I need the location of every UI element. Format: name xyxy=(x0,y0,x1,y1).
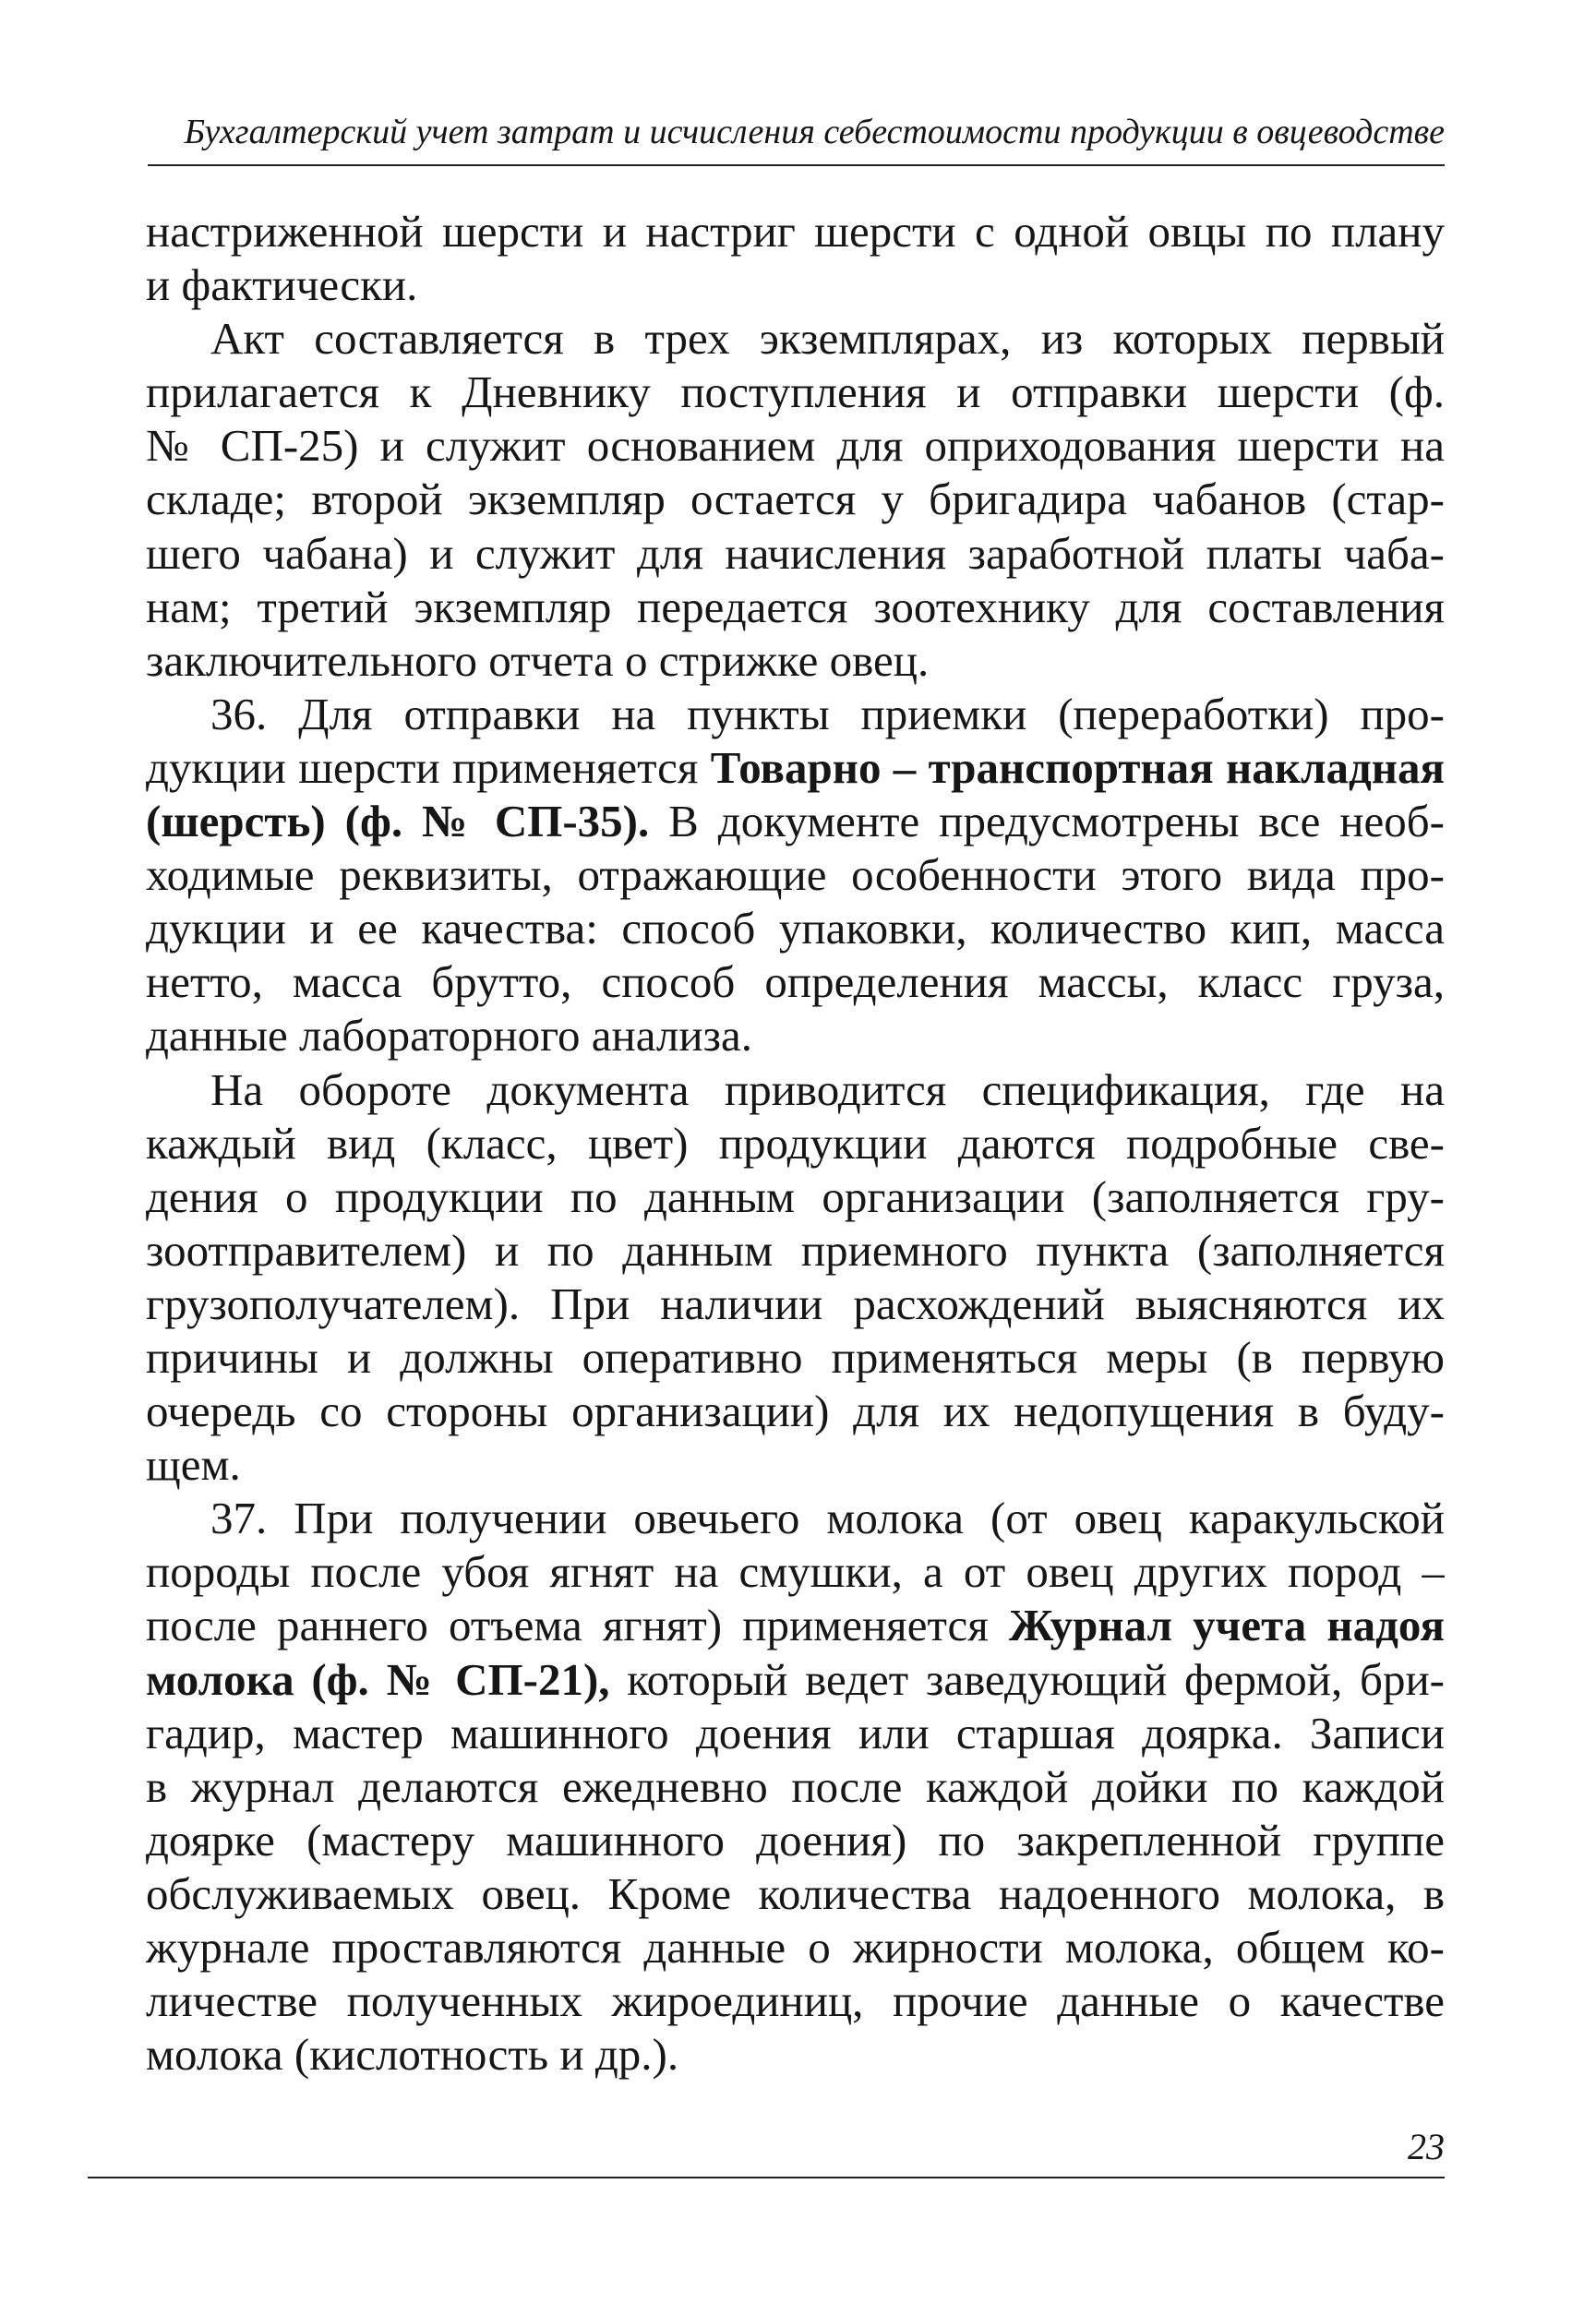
text-line: данные лабораторного анализа. xyxy=(146,1010,752,1062)
footer-rule xyxy=(88,2177,1445,2178)
text-run: который ведет заведующий фермой, бри- xyxy=(609,1653,1445,1705)
text-line: очередь со стороны организации) для их недопущения в буду- xyxy=(146,1386,1445,1437)
text-line: дукции и ее качества: способ упаковки, количество кип, масса xyxy=(146,903,1445,954)
text-line: обслуживаемых овец. Кроме количества надоенного молока, в xyxy=(146,1867,1445,1919)
text-line: гадир, мастер машинного доения или старшая доярка. Записи xyxy=(146,1707,1445,1758)
text-line: настриженной шерсти и настриг шерсти с одной овцы по плану xyxy=(146,206,1445,257)
text-run: В документе предусмотрены все необ- xyxy=(649,796,1445,847)
text-run: дукции шерсти применяется xyxy=(146,741,711,793)
text-line: дения о продукции по данным организации (заполняется гру- xyxy=(146,1170,1445,1222)
text-line: каждый вид (класс, цвет) продукции даются подробные све- xyxy=(146,1117,1445,1169)
text-line: № СП-25) и служит основанием для оприходования шерсти на xyxy=(146,420,1445,472)
paragraph-first-line: На обороте документа приводится спецификация, где на xyxy=(210,1063,1445,1115)
form-title-bold: молока (ф. № СП-21), xyxy=(146,1653,610,1705)
text-line xyxy=(146,741,1445,795)
text-line: доярке (мастеру машинного доения) по закрепленной группе xyxy=(146,1814,1445,1866)
text-run: после раннего отъема ягнят) применяется xyxy=(146,1600,1009,1651)
text-line: журнале проставляются данные о жирности молока, общем ко- xyxy=(146,1922,1445,1973)
form-title-bold: Товарно – транспортная накладная xyxy=(710,741,1445,793)
text-line xyxy=(146,1653,1445,1707)
text-line: нам; третий экземпляр передается зоотехнику для составления xyxy=(146,581,1445,632)
text-line xyxy=(146,1599,1445,1652)
text-line: в журнал делаются ежедневно после каждой дойки по каждой xyxy=(146,1760,1445,1812)
text-line: заключительного отчета о стрижке овец. xyxy=(146,634,930,686)
text-line: прилагается к Дневнику поступления и отправки шерсти (ф. xyxy=(146,366,1445,418)
text-line: породы после убоя ягнят на смушки, а от овец других пород – xyxy=(146,1546,1445,1598)
body-text xyxy=(146,205,1445,2082)
text-line: личестве полученных жироединиц, прочие данные о качестве xyxy=(146,1975,1445,2027)
paragraph-first-line: 37. При получении овечьего молока (от овец каракульской xyxy=(210,1493,1445,1544)
page-number: 23 xyxy=(1408,2126,1445,2167)
text-line: причины и должны оперативно применяться меры (в первую xyxy=(146,1331,1445,1383)
text-line: и фактически. xyxy=(146,259,418,311)
text-line: зоотправителем) и по данным приемного пункта (заполняется xyxy=(146,1224,1445,1276)
form-title-bold: (шерсть) (ф. № СП-35). xyxy=(146,796,650,847)
text-line: ходимые реквизиты, отражающие особенности этого вида про- xyxy=(146,849,1445,901)
text-line: нетто, масса брутто, способ определения массы, класс груза, xyxy=(146,956,1445,1008)
text-line: щем. xyxy=(146,1439,241,1491)
running-header: Бухгалтерский учет затрат и исчисления себестоимости продукции в овцеводстве xyxy=(184,113,1445,151)
text-line: молока (кислотность и др.). xyxy=(146,2029,679,2081)
paragraph-first-line: Акт составляется в трех экземплярах, из которых первый xyxy=(210,313,1445,365)
form-title-bold: Журнал учета надоя xyxy=(1008,1600,1445,1651)
text-line xyxy=(146,795,1445,848)
paragraph-first-line: 36. Для отправки на пункты приемки (переработки) про- xyxy=(210,688,1445,739)
text-line: грузополучателем). При наличии расхождений выясняются их xyxy=(146,1278,1445,1329)
text-line: складе; второй экземпляр остается у бригадира чабанов (стар- xyxy=(146,474,1445,525)
text-line: шего чабана) и служит для начисления заработной платы чаба- xyxy=(146,527,1445,579)
header-rule xyxy=(148,164,1445,166)
